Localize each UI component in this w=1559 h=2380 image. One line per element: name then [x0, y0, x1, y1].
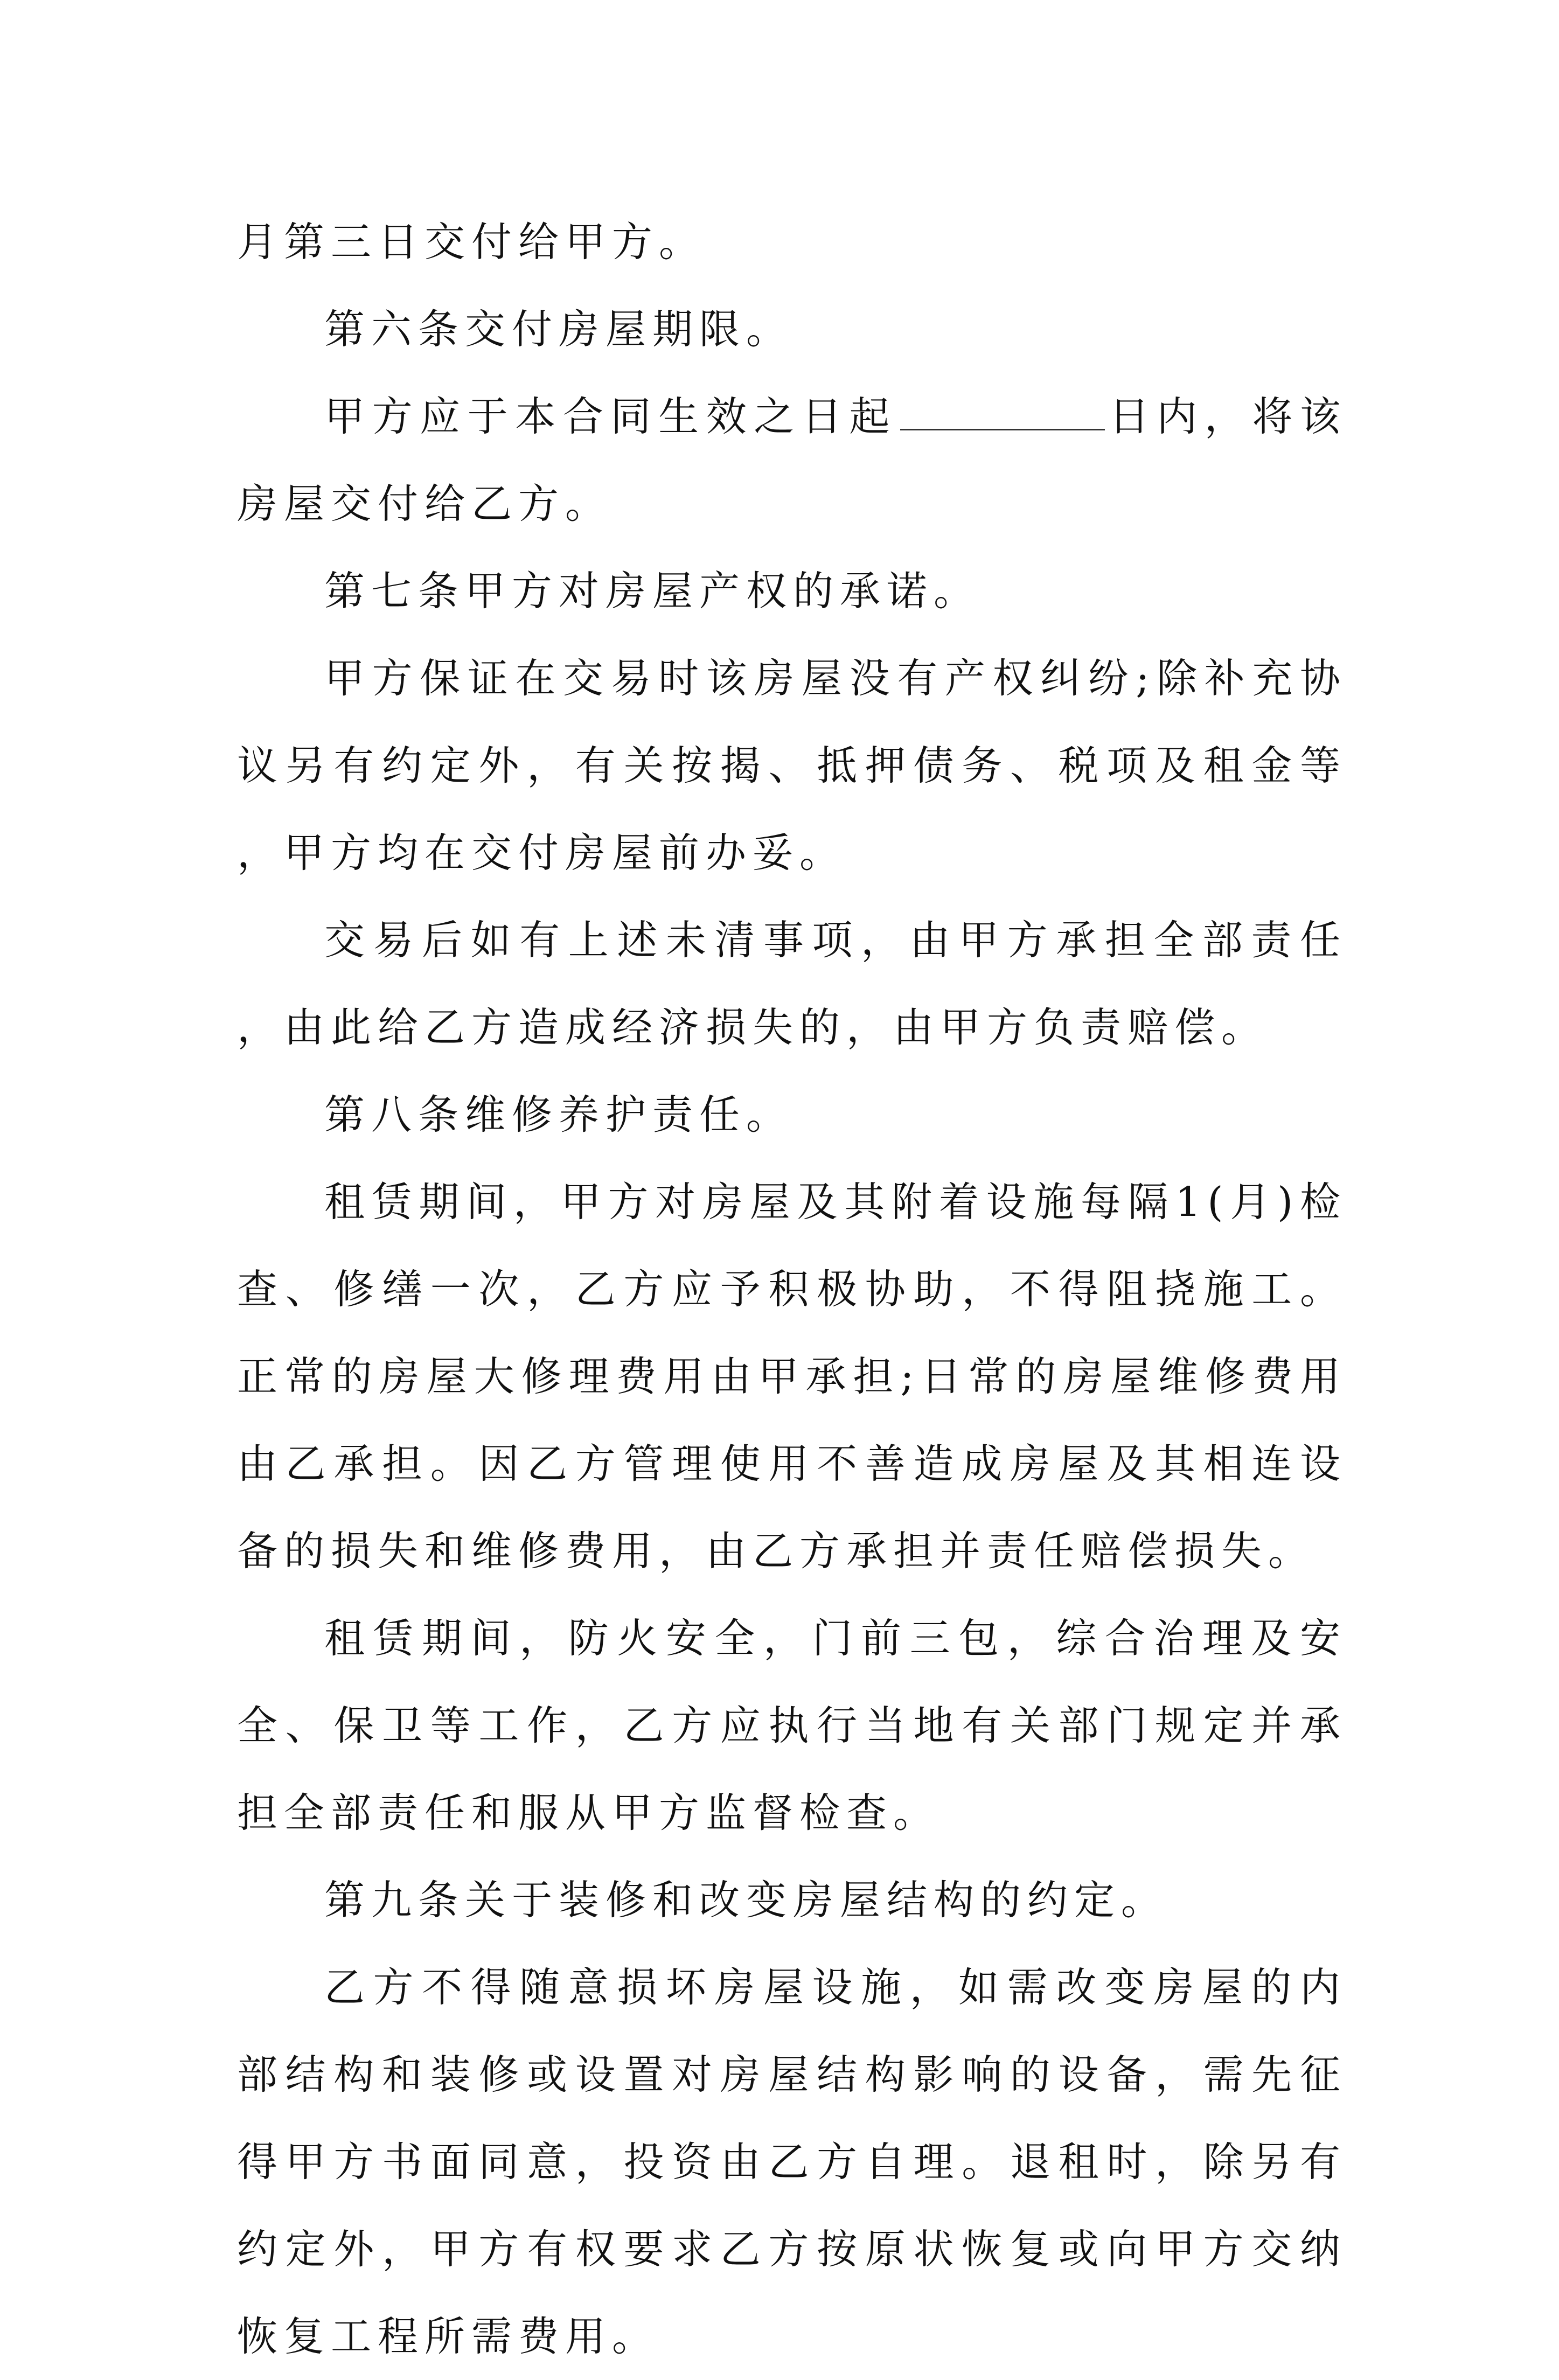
- paragraph-liability: 交易后如有上述未清事项，由甲方承担全部责任，由此给乙方造成经济损失的，由甲方负责赔偿。: [237, 916, 1347, 1051]
- paragraph-continuation: 月第三日交付给甲方。: [237, 218, 706, 266]
- heading-article-9: 第九条关于装修和改变房屋结构的约定。: [324, 1876, 1168, 1924]
- heading-article-6: 第六条交付房屋期限。: [324, 305, 794, 353]
- contract-body: [237, 198, 1347, 2380]
- heading-article-8: 第八条维修养护责任。: [324, 1091, 794, 1138]
- paragraph-renovation: 乙方不得随意损坏房屋设施，如需改变房屋的内部结构和装修或设置对房屋结构影响的设备，需先征得甲方书面同意，投资由乙方自理。退租时，除另有约定外，甲方有权要求乙方按原状恢复或向甲方交纳恢复工程所需费用。: [237, 1964, 1347, 2360]
- delivery-text-before: 甲方应于本合同生效之日起: [324, 393, 897, 440]
- paragraph-ownership-guarantee: 甲方保证在交易时该房屋没有产权纠纷;除补充协议另有约定外，有关按揭、抵押债务、税项及租金等，甲方均在交付房屋前办妥。: [237, 655, 1347, 876]
- paragraph-maintenance: 租赁期间，甲方对房屋及其附着设施每隔1(月)检查、修缮一次，乙方应予积极协助，不得阻挠施工。正常的房屋大修理费用由甲承担;日常的房屋维修费用由乙承担。因乙方管理使用不善造成房屋及其相连设备的损失和维修费用，由乙方承担并责任赔偿损失。: [237, 1178, 1347, 1575]
- heading-article-7: 第七条甲方对房屋产权的承诺。: [324, 567, 981, 615]
- paragraph-safety: 租赁期间，防火安全，门前三包，综合治理及安全、保卫等工作，乙方应执行当地有关部门规定并承担全部责任和服从甲方监督检查。: [237, 1614, 1347, 1836]
- paragraph-delivery-deadline: [237, 373, 1347, 547]
- delivery-text-after: 日内，将该房屋交付给乙方。: [237, 393, 1347, 527]
- fill-in-blank-days: [900, 429, 1105, 430]
